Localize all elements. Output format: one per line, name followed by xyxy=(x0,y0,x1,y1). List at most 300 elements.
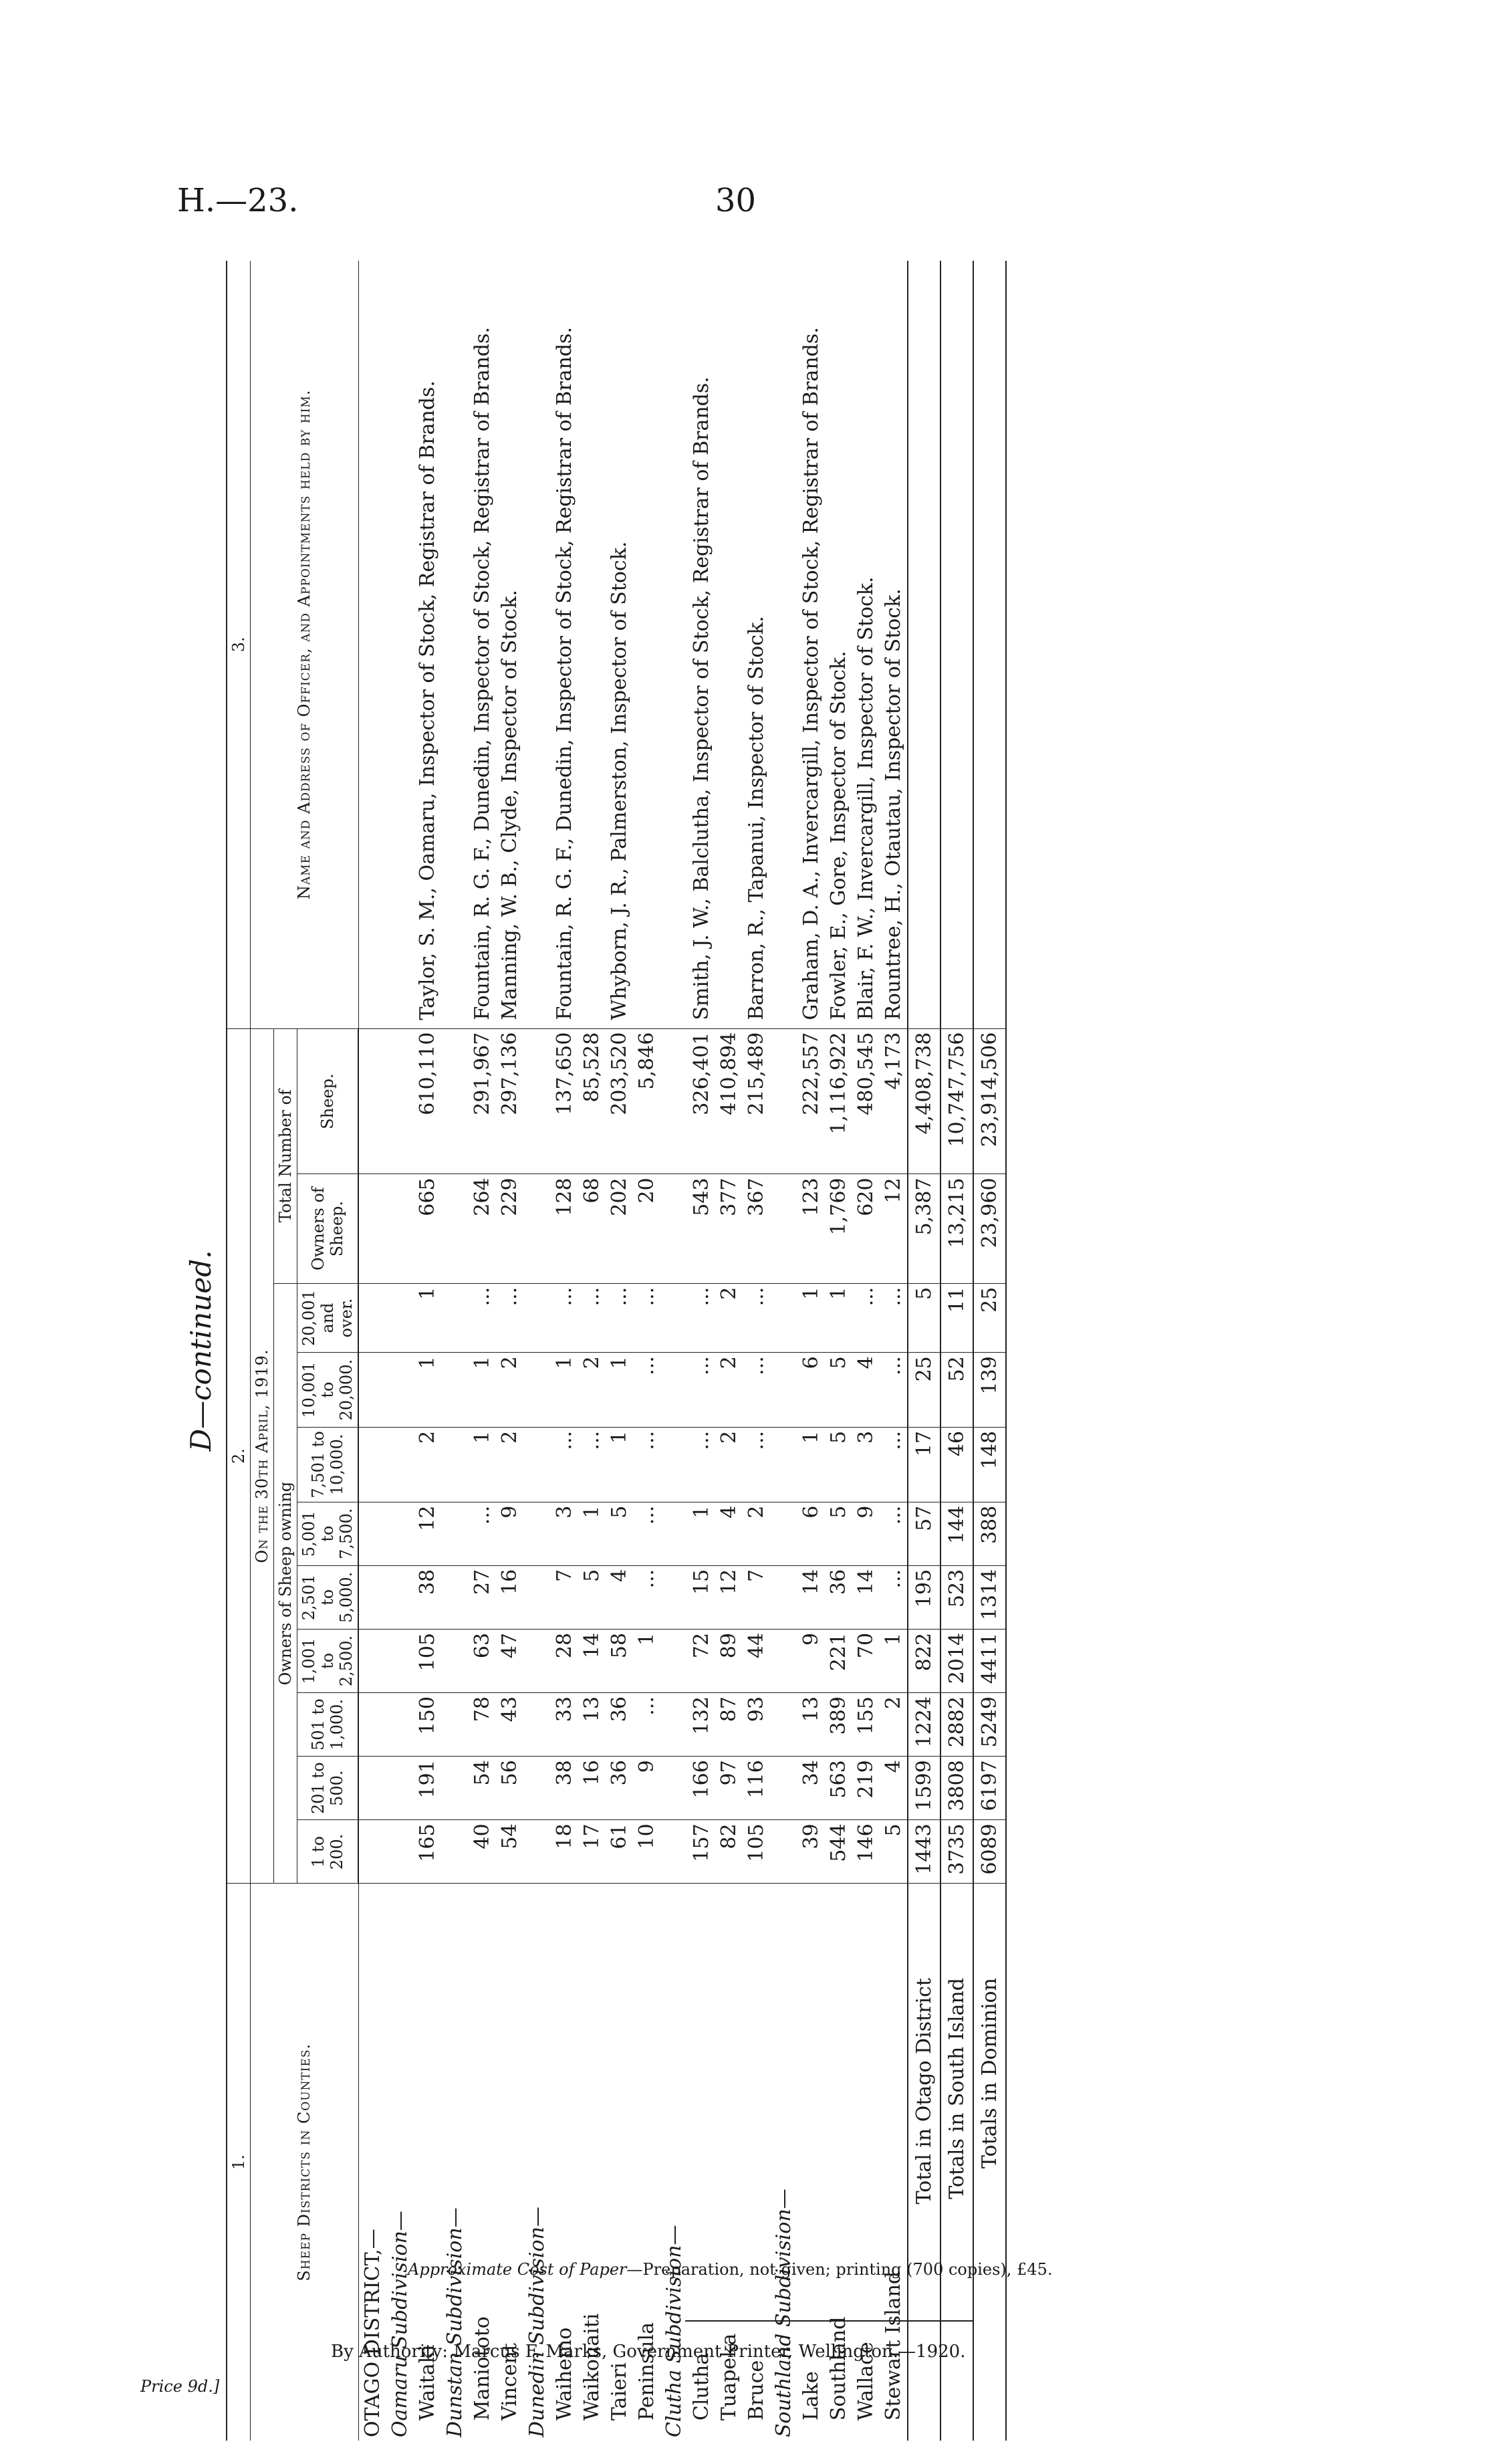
count-cell: ... xyxy=(633,1283,660,1352)
col3-title: Name and Address of Officer, and Appointments held by him. xyxy=(251,261,359,1028)
dots-cell xyxy=(551,1884,578,1975)
count-cell: 1,116,922 xyxy=(825,1028,852,1174)
empty-cell xyxy=(386,1353,414,1428)
total-cell: 3735 xyxy=(940,1820,973,1884)
count-cell: 54 xyxy=(469,1757,496,1820)
section-label: Oamaru Subdivision— xyxy=(388,2211,412,2437)
district-name: Taieri xyxy=(607,2362,631,2421)
count-cell: 12 xyxy=(414,1502,441,1565)
empty-cell xyxy=(358,1502,386,1565)
count-cell: 40 xyxy=(469,1820,496,1884)
count-cell: 202 xyxy=(606,1174,633,1283)
count-cell: 215,489 xyxy=(743,1028,770,1174)
count-cell: ... xyxy=(852,1283,880,1352)
count-cell: ... xyxy=(880,1353,908,1428)
total-cell: 1314 xyxy=(973,1565,1006,1629)
empty-cell xyxy=(386,1174,414,1283)
count-cell: 203,520 xyxy=(606,1028,633,1174)
flock-size-header: 20,001 and over. xyxy=(297,1283,359,1352)
dots-cell xyxy=(852,1884,880,1975)
count-cell: 63 xyxy=(469,1629,496,1692)
count-cell: 1 xyxy=(825,1283,852,1352)
officer-cell: Fowler, E., Gore, Inspector of Stock. xyxy=(825,261,852,1028)
count-cell: 14 xyxy=(578,1629,606,1692)
empty-cell xyxy=(441,1757,469,1820)
dots-cell xyxy=(358,1884,386,1975)
count-cell: 36 xyxy=(606,1757,633,1820)
total-cell: 25 xyxy=(973,1283,1006,1352)
dots-cell xyxy=(523,1884,551,1975)
sheep-total-header: Sheep. xyxy=(297,1028,359,1174)
count-cell: 4 xyxy=(852,1353,880,1428)
dots-cell xyxy=(688,1884,715,1975)
district-name: Bruce xyxy=(744,2360,768,2421)
count-cell: 5,846 xyxy=(633,1028,660,1174)
total-cell: 6089 xyxy=(973,1820,1006,1884)
table-row xyxy=(358,261,386,2441)
officer-cell xyxy=(578,261,606,1028)
officer-cell xyxy=(940,261,973,1028)
count-cell: 3 xyxy=(551,1502,578,1565)
table-row xyxy=(633,261,660,2441)
empty-cell xyxy=(386,1629,414,1692)
count-cell: 146 xyxy=(852,1820,880,1884)
district-name: Maniototo xyxy=(470,2316,494,2421)
officer-cell: Blair, F. W., Invercargill, Inspector of Stock. xyxy=(852,261,880,1028)
district-name: Clutha xyxy=(689,2352,713,2421)
count-cell: 13 xyxy=(797,1693,825,1757)
count-cell: 367 xyxy=(743,1174,770,1283)
count-cell: 2 xyxy=(578,1353,606,1428)
empty-cell xyxy=(770,1565,797,1629)
count-cell: ... xyxy=(578,1427,606,1502)
total-cell: 2014 xyxy=(940,1629,973,1692)
count-cell: 377 xyxy=(715,1174,743,1283)
count-cell: ... xyxy=(688,1427,715,1502)
empty-cell xyxy=(386,1502,414,1565)
section-label: Clutha Subdivision— xyxy=(662,2225,686,2437)
empty-cell xyxy=(523,1353,551,1428)
officer-cell: Fountain, R. G. F., Dunedin, Inspector of Stock, Registrar of Brands. xyxy=(551,261,578,1028)
empty-cell xyxy=(523,1693,551,1757)
flock-size-header: 501 to 1,000. xyxy=(297,1693,359,1757)
count-cell: ... xyxy=(551,1427,578,1502)
total-cell: 139 xyxy=(973,1353,1006,1428)
count-cell: 221 xyxy=(825,1629,852,1692)
count-cell: 1 xyxy=(797,1283,825,1352)
totals-label: Totals in South Island xyxy=(940,1975,973,2441)
count-cell: 2 xyxy=(496,1353,523,1428)
table-row xyxy=(715,261,743,2441)
count-cell: 14 xyxy=(852,1565,880,1629)
empty-cell xyxy=(660,1502,688,1565)
section-label: Dunedin Subdivision— xyxy=(525,2207,549,2437)
count-cell: 5 xyxy=(825,1427,852,1502)
dots-cell xyxy=(770,1884,797,1975)
total-cell: 3808 xyxy=(940,1757,973,1820)
empty-cell xyxy=(660,1028,688,1174)
table-row xyxy=(660,261,688,2441)
empty-cell xyxy=(441,1427,469,1502)
officer-cell xyxy=(633,261,660,1028)
count-cell: 5 xyxy=(880,1820,908,1884)
count-cell: 6 xyxy=(797,1502,825,1565)
count-cell: 93 xyxy=(743,1693,770,1757)
total-cell: 6197 xyxy=(973,1757,1006,1820)
total-group-header: Total Number of xyxy=(274,1028,297,1283)
count-cell: 2 xyxy=(743,1502,770,1565)
empty-cell xyxy=(770,1820,797,1884)
empty-cell xyxy=(358,1353,386,1428)
table-body xyxy=(358,261,1006,2441)
count-cell: 410,894 xyxy=(715,1028,743,1174)
count-cell: 47 xyxy=(496,1629,523,1692)
dots-cell xyxy=(606,1884,633,1975)
table-row xyxy=(551,261,578,2441)
empty-cell xyxy=(358,1629,386,1692)
count-cell: 3 xyxy=(852,1427,880,1502)
count-cell: ... xyxy=(880,1565,908,1629)
count-cell: ... xyxy=(551,1283,578,1352)
count-cell: ... xyxy=(633,1353,660,1428)
count-cell: 219 xyxy=(852,1757,880,1820)
count-cell: 544 xyxy=(825,1820,852,1884)
count-cell: 1 xyxy=(606,1427,633,1502)
count-cell: 2 xyxy=(715,1283,743,1352)
empty-cell xyxy=(523,1174,551,1283)
col2-number: 2. xyxy=(227,1028,251,1884)
empty-cell xyxy=(770,1427,797,1502)
owners-group-header: Owners of Sheep owning xyxy=(274,1283,297,1884)
count-cell: 326,401 xyxy=(688,1028,715,1174)
total-cell: 4411 xyxy=(973,1629,1006,1692)
count-cell: ... xyxy=(743,1283,770,1352)
empty-cell xyxy=(523,1820,551,1884)
count-cell: 264 xyxy=(469,1174,496,1283)
count-cell: 4,173 xyxy=(880,1028,908,1174)
printer-authority: By Authority: Marcus F. Marks, Government Printer, Wellington.—1920. xyxy=(331,2342,966,2362)
empty-cell xyxy=(358,1174,386,1283)
flock-size-header: 10,001 to 20,000. xyxy=(297,1353,359,1428)
empty-cell xyxy=(770,1028,797,1174)
officer-cell xyxy=(358,261,386,1028)
total-cell: 5,387 xyxy=(908,1174,940,1283)
empty-cell xyxy=(358,1427,386,1502)
total-cell: 57 xyxy=(908,1502,940,1565)
district-name: Peninsula xyxy=(634,2322,658,2421)
total-cell: 822 xyxy=(908,1629,940,1692)
officer-cell xyxy=(908,261,940,1028)
total-cell: 148 xyxy=(973,1427,1006,1502)
count-cell: 480,545 xyxy=(852,1028,880,1174)
count-cell: 123 xyxy=(797,1174,825,1283)
count-cell: 44 xyxy=(743,1629,770,1692)
empty-cell xyxy=(660,1565,688,1629)
count-cell: 166 xyxy=(688,1757,715,1820)
dots-cell xyxy=(973,1884,1006,1975)
table-row xyxy=(414,261,441,2441)
dots-cell xyxy=(660,1884,688,1975)
empty-cell xyxy=(660,1757,688,1820)
total-cell: 1224 xyxy=(908,1693,940,1757)
officer-cell xyxy=(441,261,469,1028)
count-cell: 85,528 xyxy=(578,1028,606,1174)
count-cell: 13 xyxy=(578,1693,606,1757)
count-cell: 97 xyxy=(715,1757,743,1820)
empty-cell xyxy=(441,1565,469,1629)
count-cell: 82 xyxy=(715,1820,743,1884)
empty-cell xyxy=(523,1757,551,1820)
empty-cell xyxy=(358,1693,386,1757)
total-cell: 23,914,506 xyxy=(973,1028,1006,1174)
count-cell: 39 xyxy=(797,1820,825,1884)
total-cell: 2882 xyxy=(940,1693,973,1757)
count-cell: ... xyxy=(743,1427,770,1502)
empty-cell xyxy=(386,1820,414,1884)
count-cell: 28 xyxy=(551,1629,578,1692)
count-cell: 150 xyxy=(414,1693,441,1757)
dots-cell xyxy=(797,1884,825,1975)
count-cell: 78 xyxy=(469,1693,496,1757)
flock-size-header: 5,001 to 7,500. xyxy=(297,1502,359,1565)
table-row xyxy=(386,261,414,2441)
count-cell: 2 xyxy=(880,1693,908,1757)
table-row xyxy=(880,261,908,2441)
count-cell: 16 xyxy=(578,1757,606,1820)
col2-title: On the 30th April, 1919. xyxy=(251,1028,274,1884)
empty-cell xyxy=(523,1427,551,1502)
section-label: Dunstan Subdivision— xyxy=(443,2207,467,2437)
count-cell: 15 xyxy=(688,1565,715,1629)
district-name: Southland xyxy=(826,2316,850,2421)
officer-cell xyxy=(660,261,688,1028)
count-cell: 1 xyxy=(633,1629,660,1692)
count-cell: 5 xyxy=(578,1565,606,1629)
count-cell: 5 xyxy=(825,1353,852,1428)
district-name: Waitaki xyxy=(415,2344,439,2421)
table-row xyxy=(743,261,770,2441)
district-name: Lake xyxy=(799,2371,823,2421)
flock-size-header: 2,501 to 5,000. xyxy=(297,1565,359,1629)
count-cell: ... xyxy=(688,1283,715,1352)
empty-cell xyxy=(523,1629,551,1692)
page-number: 30 xyxy=(715,182,757,219)
count-cell: 43 xyxy=(496,1693,523,1757)
price-note: Price 9d.] xyxy=(140,2377,220,2396)
count-cell: ... xyxy=(578,1283,606,1352)
count-cell: 68 xyxy=(578,1174,606,1283)
count-cell: 128 xyxy=(551,1174,578,1283)
officer-cell: Barron, R., Tapanui, Inspector of Stock. xyxy=(743,261,770,1028)
count-cell: 9 xyxy=(496,1502,523,1565)
empty-cell xyxy=(523,1028,551,1174)
table-row xyxy=(496,261,523,2441)
empty-cell xyxy=(358,1757,386,1820)
dots-cell xyxy=(441,1884,469,1975)
count-cell: 2 xyxy=(414,1427,441,1502)
count-cell: 222,557 xyxy=(797,1028,825,1174)
empty-cell xyxy=(770,1757,797,1820)
empty-cell xyxy=(770,1693,797,1757)
count-cell: 36 xyxy=(606,1693,633,1757)
count-cell: 72 xyxy=(688,1629,715,1692)
count-cell: 20 xyxy=(633,1174,660,1283)
flock-size-header: 201 to 500. xyxy=(297,1757,359,1820)
totals-label: Total in Otago District xyxy=(908,1975,940,2441)
footer-rule xyxy=(685,2320,973,2322)
count-cell: 38 xyxy=(414,1565,441,1629)
count-cell: 1 xyxy=(469,1427,496,1502)
table-caption: D—continued. xyxy=(184,1250,217,1452)
count-cell: ... xyxy=(633,1502,660,1565)
count-cell: 1 xyxy=(606,1353,633,1428)
count-cell: 116 xyxy=(743,1757,770,1820)
count-cell: ... xyxy=(880,1427,908,1502)
empty-cell xyxy=(358,1565,386,1629)
count-cell: ... xyxy=(633,1565,660,1629)
section-label: Southland Subdivision— xyxy=(771,2189,795,2437)
dots-cell xyxy=(908,1884,940,1975)
empty-cell xyxy=(441,1693,469,1757)
flock-size-header: 1 to 200. xyxy=(297,1820,359,1884)
count-cell: 620 xyxy=(852,1174,880,1283)
count-cell: 17 xyxy=(578,1820,606,1884)
empty-cell xyxy=(441,1028,469,1174)
district-name: Vincent xyxy=(497,2343,521,2421)
table-row xyxy=(606,261,633,2441)
col3-number: 3. xyxy=(227,261,251,1028)
count-cell: 14 xyxy=(797,1565,825,1629)
flock-size-header: 1,001 to 2,500. xyxy=(297,1629,359,1692)
count-cell: 291,967 xyxy=(469,1028,496,1174)
count-cell: 1 xyxy=(578,1502,606,1565)
district-name: Waikouaiti xyxy=(580,2313,604,2421)
table-row xyxy=(469,261,496,2441)
totals-label: Totals in Dominion xyxy=(973,1975,1006,2441)
officer-cell xyxy=(715,261,743,1028)
dots-cell xyxy=(496,1884,523,1975)
section-label: OTAGO DISTRICT,— xyxy=(360,2229,384,2437)
total-cell: 4,408,738 xyxy=(908,1028,940,1174)
dots-cell xyxy=(743,1884,770,1975)
officer-cell: Whyborn, J. R., Palmerston, Inspector of Stock. xyxy=(606,261,633,1028)
empty-cell xyxy=(358,1028,386,1174)
table-row xyxy=(688,261,715,2441)
empty-cell xyxy=(441,1174,469,1283)
count-cell: ... xyxy=(743,1353,770,1428)
col1-title: Sheep Districts in Counties. xyxy=(251,1884,359,2441)
empty-cell xyxy=(386,1028,414,1174)
officer-cell xyxy=(973,261,1006,1028)
count-cell: 563 xyxy=(825,1757,852,1820)
empty-cell xyxy=(660,1629,688,1692)
empty-cell xyxy=(660,1693,688,1757)
dots-cell xyxy=(880,1884,908,1975)
officer-cell xyxy=(523,261,551,1028)
count-cell: 155 xyxy=(852,1693,880,1757)
dots-cell xyxy=(715,1884,743,1975)
count-cell: 2 xyxy=(715,1427,743,1502)
officer-cell xyxy=(770,261,797,1028)
empty-cell xyxy=(770,1353,797,1428)
district-name: Tuapeka xyxy=(717,2333,741,2421)
owners-of-sheep-header: Owners of Sheep. xyxy=(297,1174,359,1283)
count-cell: 5 xyxy=(606,1502,633,1565)
dots-cell xyxy=(633,1884,660,1975)
count-cell: 1 xyxy=(414,1353,441,1428)
totals-row xyxy=(973,261,1006,2441)
col1-number: 1. xyxy=(227,1884,251,2441)
totals-row xyxy=(908,261,940,2441)
count-cell: 665 xyxy=(414,1174,441,1283)
count-cell: 297,136 xyxy=(496,1028,523,1174)
empty-cell xyxy=(441,1283,469,1352)
count-cell: ... xyxy=(880,1283,908,1352)
count-cell: 12 xyxy=(880,1174,908,1283)
table-row xyxy=(852,261,880,2441)
empty-cell xyxy=(770,1629,797,1692)
dots-cell xyxy=(940,1884,973,1975)
dots-cell xyxy=(386,1884,414,1975)
count-cell: 61 xyxy=(606,1820,633,1884)
total-cell: 17 xyxy=(908,1427,940,1502)
count-cell: 56 xyxy=(496,1757,523,1820)
total-cell: 10,747,756 xyxy=(940,1028,973,1174)
empty-cell xyxy=(441,1820,469,1884)
empty-cell xyxy=(770,1283,797,1352)
count-cell: 157 xyxy=(688,1820,715,1884)
count-cell: 7 xyxy=(551,1565,578,1629)
empty-cell xyxy=(523,1565,551,1629)
empty-cell xyxy=(358,1820,386,1884)
total-cell: 144 xyxy=(940,1502,973,1565)
sheep-districts-table xyxy=(226,261,1007,2441)
count-cell: 4 xyxy=(715,1502,743,1565)
count-cell: 105 xyxy=(414,1629,441,1692)
count-cell: 10 xyxy=(633,1820,660,1884)
count-cell: 1 xyxy=(551,1353,578,1428)
count-cell: 105 xyxy=(743,1820,770,1884)
total-cell: 388 xyxy=(973,1502,1006,1565)
count-cell: ... xyxy=(606,1283,633,1352)
empty-cell xyxy=(660,1283,688,1352)
empty-cell xyxy=(770,1502,797,1565)
count-cell: ... xyxy=(633,1693,660,1757)
count-cell: 1 xyxy=(880,1629,908,1692)
count-cell: 132 xyxy=(688,1693,715,1757)
total-cell: 5 xyxy=(908,1283,940,1352)
empty-cell xyxy=(523,1502,551,1565)
empty-cell xyxy=(386,1283,414,1352)
total-cell: 23,960 xyxy=(973,1174,1006,1283)
total-cell: 11 xyxy=(940,1283,973,1352)
empty-cell xyxy=(386,1427,414,1502)
count-cell: 543 xyxy=(688,1174,715,1283)
count-cell: 58 xyxy=(606,1629,633,1692)
empty-cell xyxy=(441,1629,469,1692)
count-cell: ... xyxy=(633,1427,660,1502)
dots-cell xyxy=(469,1884,496,1975)
count-cell: 389 xyxy=(825,1693,852,1757)
officer-cell: Smith, J. W., Balclutha, Inspector of Stock, Registrar of Brands. xyxy=(688,261,715,1028)
table-row xyxy=(825,261,852,2441)
count-cell: 610,110 xyxy=(414,1028,441,1174)
count-cell: 6 xyxy=(797,1353,825,1428)
empty-cell xyxy=(660,1427,688,1502)
count-cell: ... xyxy=(496,1283,523,1352)
totals-row xyxy=(940,261,973,2441)
table-row xyxy=(578,261,606,2441)
